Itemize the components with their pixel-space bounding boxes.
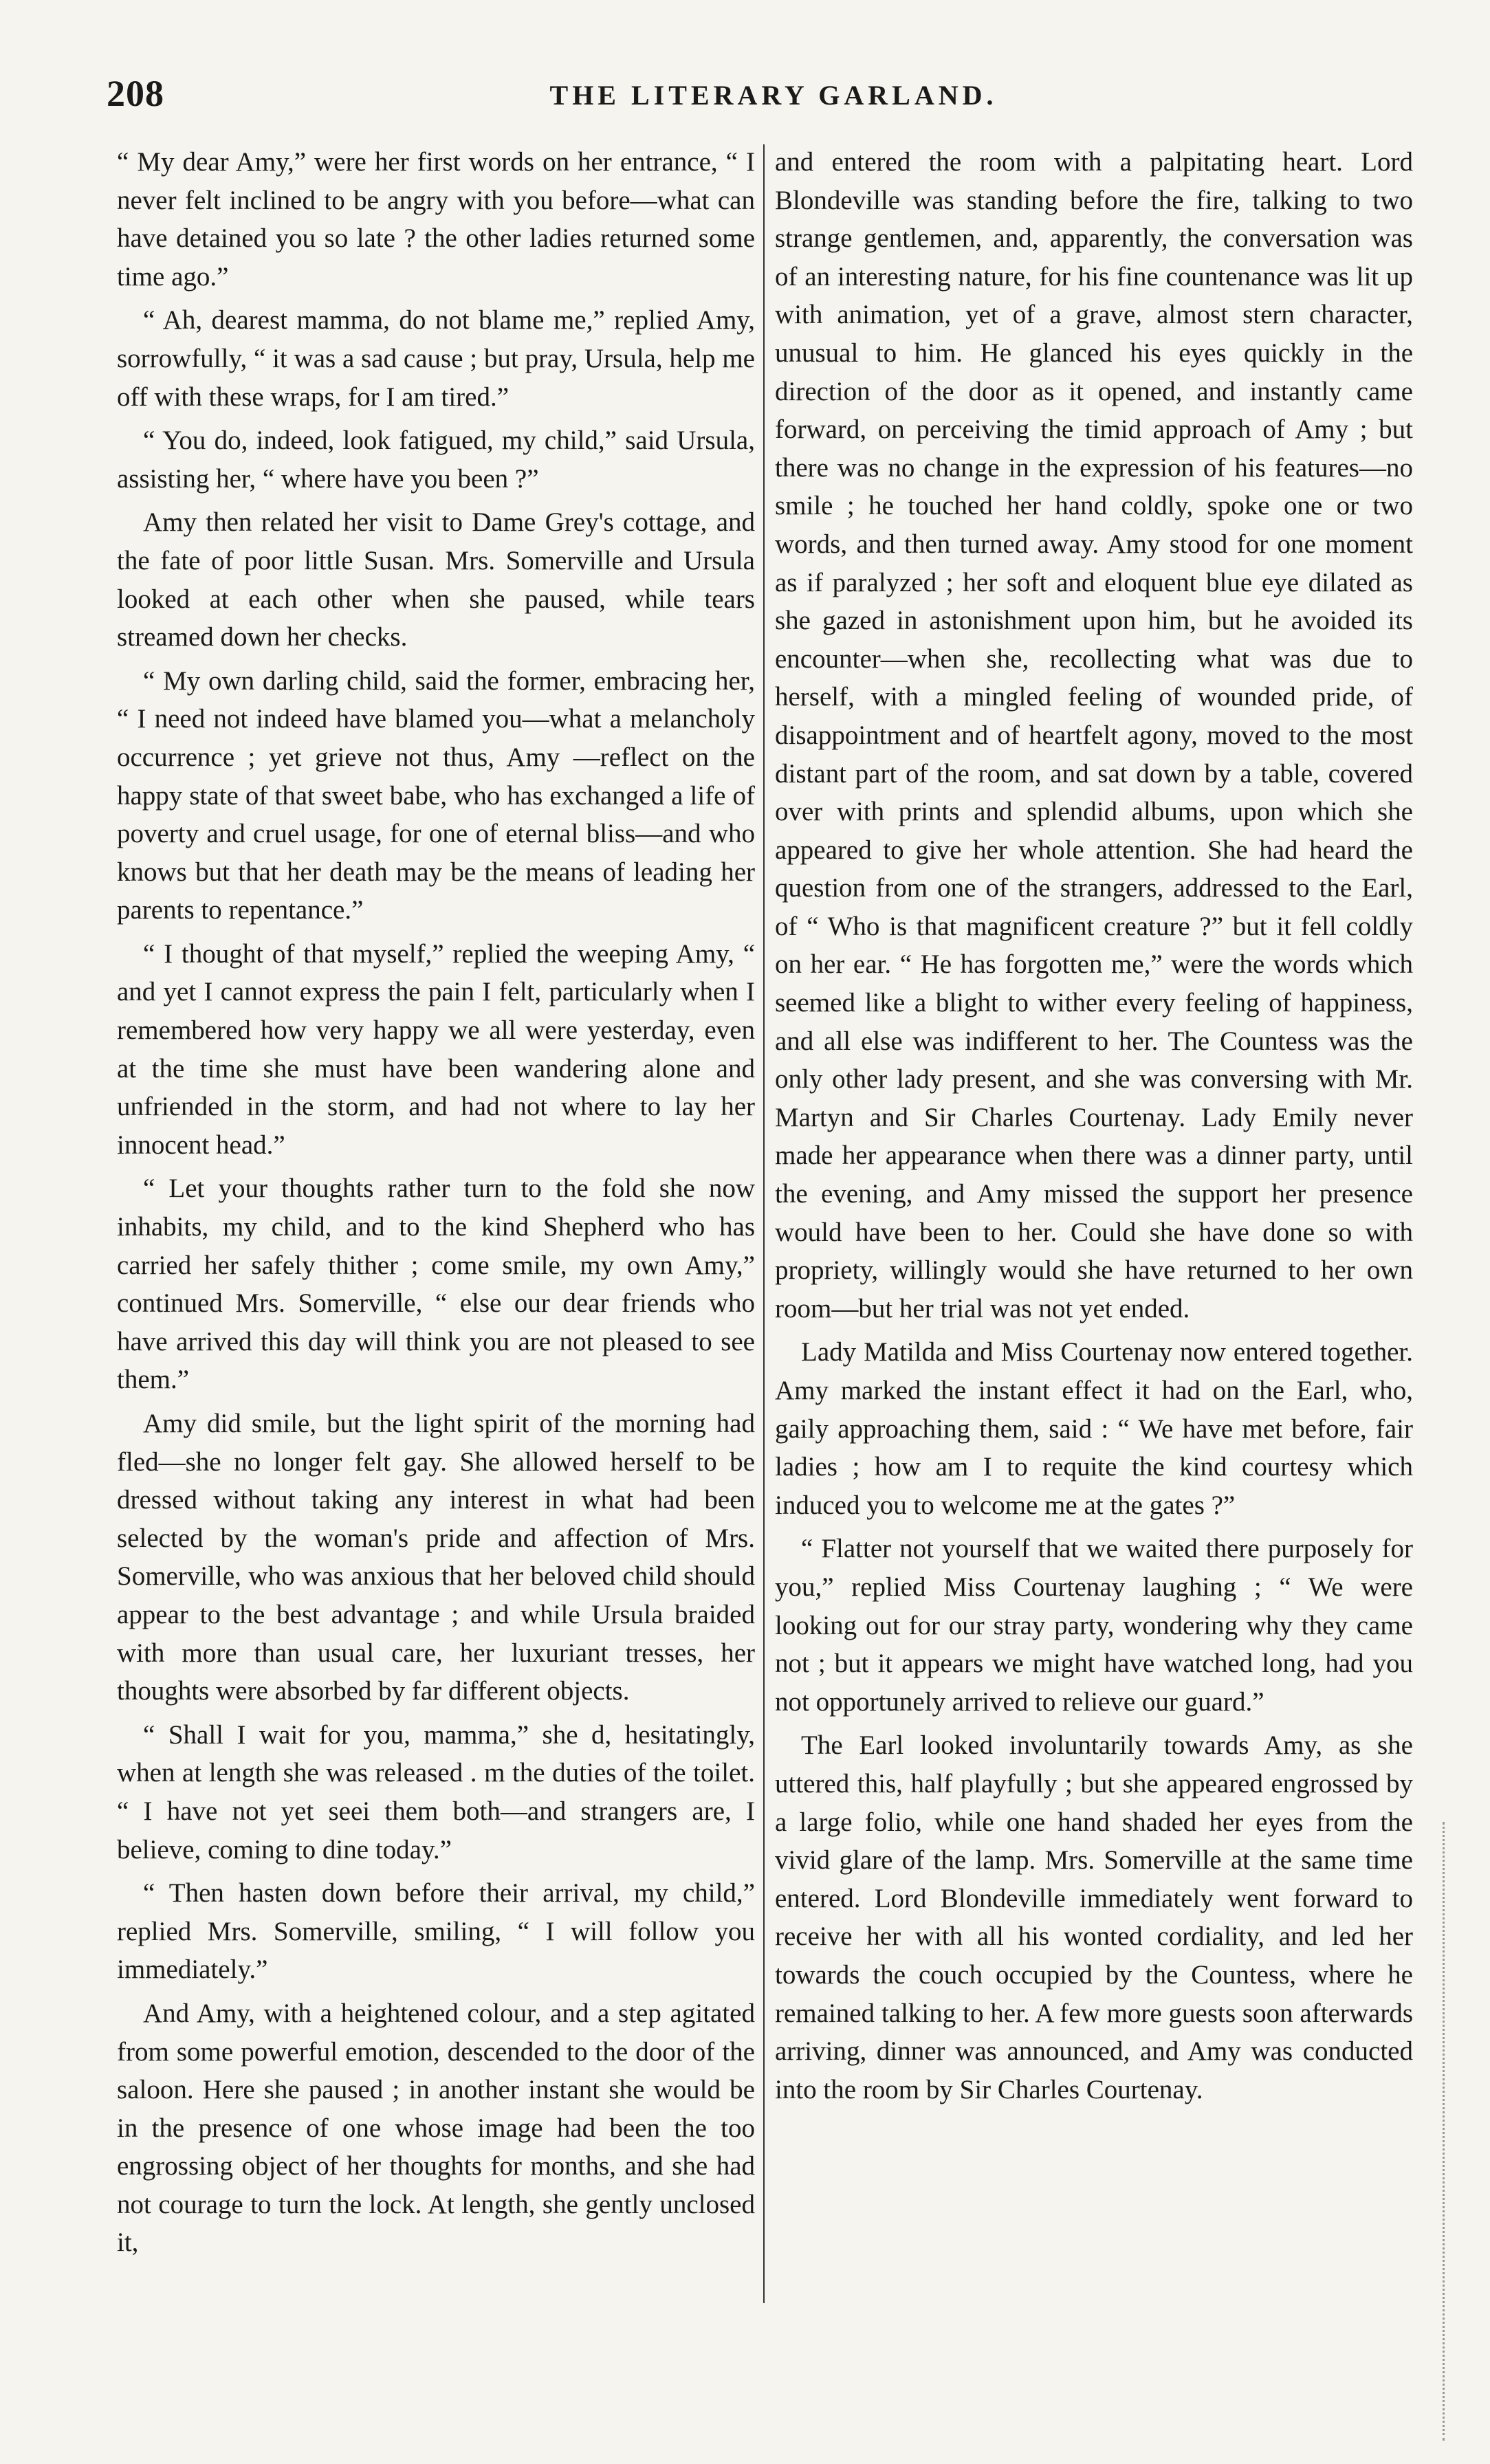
paragraph: Amy then related her visit to Dame Grey's cottage, and the fate of poor little Susan. Mrs. Somerville and Ursula looked at each other when she paused, while tears streamed down her checks.: [117, 507, 755, 652]
page-number: 208: [107, 73, 164, 114]
paragraph: And Amy, with a heightened colour, and a step agitated from some powerful emotion, descended to the door of the saloon. Here she paused ; in another instant she would be in the presence of one whose image had been the too engrossing object of her thoughts for months, and she had not courage to turn the lock. At length, she gently unclosed it,: [117, 1998, 755, 2258]
paragraph: “ Shall I wait for you, mamma,” she d, hesitatingly, when at length she was released . m the duties of the toilet. “ I have not yet seei them both—and strangers are, I believe, coming to dine today.”: [117, 1719, 755, 1864]
right-column: [775, 143, 1413, 2114]
left-column: [117, 143, 755, 2267]
column-divider: [763, 144, 765, 2303]
paragraph: Lady Matilda and Miss Courtenay now entered together. Amy marked the instant effect it had on the Earl, who, gaily approaching them, said : “ We have met before, fair ladies ; how am I to requite the kind courtesy which induced you to welcome me at the gates ?”: [775, 1337, 1413, 1520]
paragraph: “ You do, indeed, look fatigued, my child,” said Ursula, assisting her, “ where have you been ?”: [117, 426, 755, 494]
paragraph: “ Let your thoughts rather turn to the fold she now inhabits, my child, and to the kind Shepherd who has carried her safely thither ; come smile, my own Amy,” continued Mrs. Somerville, “ else our dear friends who have arrived this day will think you are not pleased to see them.”: [117, 1174, 755, 1395]
page-header: [107, 72, 1440, 120]
paragraph: “ My dear Amy,” were her first words on her entrance, “ I never felt inclined to be angry with you before—what can have detained you so late ? the other ladies returned some time ago.”: [117, 147, 755, 292]
paragraph: “ Then hasten down before their arrival, my child,” replied Mrs. Somerville, smiling, “ I will follow you immediately.”: [117, 1878, 755, 1985]
paragraph: Amy did smile, but the light spirit of the morning had fled—she no longer felt gay. She allowed herself to be dressed without taking any interest in what had been selected by the woman's pride and affection of Mrs. Somerville, who was anxious that her beloved child should appear to the best advantage ; and while Ursula braided with more than usual care, her luxuriant tresses, her thoughts were absorbed by far different objects.: [117, 1409, 755, 1706]
running-title: THE LITERARY GARLAND.: [549, 80, 998, 111]
paragraph: “ My own darling child, said the former, embracing her, “ I need not indeed have blamed you—what a melancholy occurrence ; yet grieve not thus, Amy —reflect on the happy state of that sweet babe, who has exchanged a life of poverty and cruel usage, for one of eternal bliss—and who knows but that her death may be the means of leading her parents to repentance.”: [117, 666, 755, 925]
paragraph: “ Flatter not yourself that we waited there purposely for you,” replied Miss Courtenay laughing ; “ We were looking out for our stray party, wondering why they came not ; but it appears we might have watched long, had you not opportunely arrived to relieve our guard.”: [775, 1534, 1413, 1717]
paragraph: and entered the room with a palpitating heart. Lord Blondeville was standing before the fire, talking to two strange gentlemen, and, apparently, the conversation was of an interesting nature, for his fine countenance was lit up with animation, yet of a grave, almost stern character, unusual to him. He glanced his eyes quickly in the direction of the door as it opened, and instantly came forward, on perceiving the timid approach of Amy ; but there was no change in the expression of his features—no smile ; he touched her hand coldly, spoke one or two words, and then turned away. Amy stood for one moment as if paralyzed ; her soft and eloquent blue eye dilated as she gazed in astonishment upon him, but he avoided its encounter—when she, recollecting what was due to herself, with a mingled feeling of wounded pride, of disappointment and of heartfelt agony, moved to the most distant part of the room, and sat down by a table, covered over with prints and splendid albums, upon which she appeared to give her whole attention. She had heard the question from one of the strangers, addressed to the Earl, of “ Who is that magnificent creature ?” but it fell coldly on her ear. “ He has forgotten me,” were the words which seemed like a blight to wither every feeling of happiness, and all else was indifferent to her. The Countess was the only other lady present, and she was conversing with Mr. Martyn and Sir Charles Courtenay. Lady Emily never made her appearance when there was a dinner party, until the evening, and Amy missed the support her presence would have been to her. Could she have done so with propriety, willingly would she have returned to her own room—but her trial was not yet ended.: [775, 147, 1413, 1323]
paragraph: “ Ah, dearest mamma, do not blame me,” replied Amy, sorrowfully, “ it was a sad cause ; but pray, Ursula, help me off with these wraps, for I am tired.”: [117, 305, 755, 412]
paragraph: “ I thought of that myself,” replied the weeping Amy, “ and yet I cannot express the pain I felt, particularly when I remembered how very happy we all were yesterday, even at the time she must have been wandering alone and unfriended in the storm, and had not where to lay her innocent head.”: [117, 938, 755, 1160]
binding-edge: [1443, 1822, 1462, 2441]
paragraph: The Earl looked involuntarily towards Amy, as she uttered this, half playfully ; but she appeared engrossed by a large folio, while one hand shaded her eyes from the vivid glare of the lamp. Mrs. Somerville at the same time entered. Lord Blondeville immediately went forward to receive her with all his wonted cordiality, and led her towards the couch occupied by the Countess, where he remained talking to her. A few more guests soon afterwards arriving, dinner was announced, and Amy was conducted into the room by Sir Charles Courtenay.: [775, 1730, 1413, 2104]
